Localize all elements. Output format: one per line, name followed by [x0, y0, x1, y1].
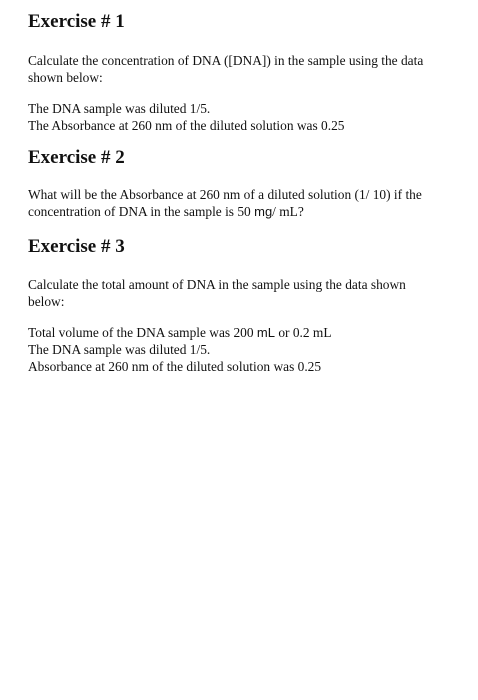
exercise-3-data-line-2: The DNA sample was diluted 1/5. [28, 342, 211, 357]
exercise-1-data [28, 100, 448, 134]
exercise-3-heading: Exercise # 3 [28, 236, 125, 257]
exercise-2-prompt-line-2-text: concentration of DNA in the sample is 50 [28, 204, 255, 219]
exercise-3-prompt-line-1: Calculate the total amount of DNA in the sample using the data shown [28, 277, 406, 292]
exercise-3-data-line-3: Absorbance at 260 nm of the diluted solution was 0.25 [28, 359, 322, 374]
exercise-3-data-line-1-text: Total volume of the DNA sample was 200 [28, 325, 257, 340]
exercise-3-data-line-1-end: or 0.2 mL [274, 325, 332, 340]
exercise-2-unit-mg: mg [254, 204, 273, 219]
exercise-3-prompt [28, 276, 448, 310]
exercise-3-prompt-line-2: below: [28, 294, 65, 309]
exercise-3-unit-ml: mL [256, 325, 275, 340]
exercise-1-data-line-1: The DNA sample was diluted 1/5. [28, 101, 211, 116]
exercise-2-prompt [28, 186, 448, 220]
exercise-2-prompt-line-2-end: / mL? [272, 204, 304, 219]
exercise-1-prompt-line-2: shown below: [28, 70, 103, 85]
exercise-2-prompt-line-2 [28, 203, 448, 220]
exercise-2-heading: Exercise # 2 [28, 147, 125, 168]
exercise-3-data [28, 324, 448, 375]
exercise-1-heading: Exercise # 1 [28, 11, 125, 32]
exercise-1-prompt-line-1: Calculate the concentration of DNA ([DNA]) in the sample using the data [28, 53, 424, 68]
exercise-1-data-line-2: The Absorbance at 260 nm of the diluted solution was 0.25 [28, 118, 345, 133]
exercise-3-data-line-1 [28, 324, 448, 341]
exercise-1-prompt [28, 52, 448, 86]
exercise-2-prompt-line-1: What will be the Absorbance at 260 nm of a diluted solution (1/ 10) if the [28, 187, 422, 202]
